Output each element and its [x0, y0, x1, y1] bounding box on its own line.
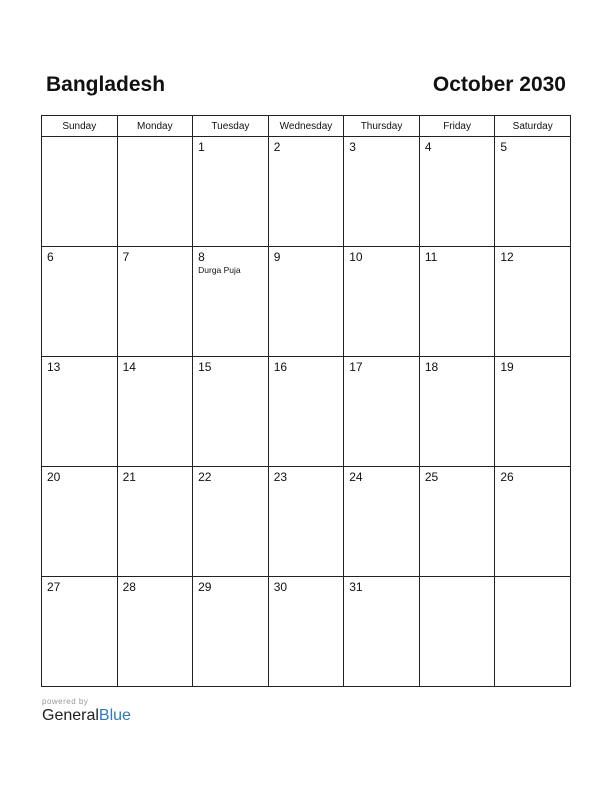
day-number: 29 [198, 580, 212, 594]
weekday-sunday: Sunday [42, 116, 118, 137]
day-cell [495, 137, 571, 247]
day-number: 13 [47, 360, 61, 374]
footer [42, 697, 131, 725]
day-cell [42, 577, 118, 687]
day-number: 27 [47, 580, 61, 594]
holiday-label: Durga Puja [198, 265, 241, 275]
day-cell [268, 137, 344, 247]
day-cell [344, 137, 420, 247]
day-cell [42, 137, 118, 247]
week-row [42, 247, 571, 357]
day-number: 10 [349, 250, 363, 264]
week-row [42, 577, 571, 687]
day-number: 30 [273, 580, 288, 594]
day-number: 26 [500, 470, 514, 484]
day-cell [344, 357, 420, 467]
day-number: 4 [424, 140, 432, 154]
day-number [495, 577, 570, 581]
day-number: 7 [122, 250, 130, 264]
day-number: 25 [424, 470, 439, 484]
weekday-row [42, 116, 571, 137]
weekday-saturday: Saturday [495, 116, 571, 137]
calendar-grid [41, 115, 571, 687]
powered-by-text: powered by [42, 697, 89, 706]
brand-logo[interactable] [42, 707, 131, 725]
weekday-tuesday: Tuesday [193, 116, 269, 137]
day-number: 16 [273, 360, 288, 374]
day-cell [344, 467, 420, 577]
day-cell [344, 247, 420, 357]
day-cell [117, 467, 193, 577]
day-number [118, 137, 193, 141]
day-cell [42, 467, 118, 577]
country-title: Bangladesh [46, 73, 166, 96]
day-number: 22 [198, 470, 212, 484]
day-number: 1 [198, 140, 205, 154]
day-number: 28 [122, 580, 136, 594]
day-cell [193, 247, 269, 357]
weekday-monday: Monday [117, 116, 193, 137]
day-cell [268, 467, 344, 577]
day-number [420, 577, 495, 581]
week-row [42, 467, 571, 577]
day-cell [117, 247, 193, 357]
day-cell [193, 577, 269, 687]
day-cell [495, 577, 571, 687]
day-cell [419, 467, 495, 577]
month-title: October 2030 [432, 73, 566, 96]
brand-blue-text: Blue [98, 707, 131, 724]
week-row [42, 137, 571, 247]
day-number: 12 [500, 250, 514, 264]
day-number: 31 [349, 580, 363, 594]
day-number: 2 [273, 140, 281, 154]
day-cell [42, 247, 118, 357]
calendar-header [40, 70, 572, 100]
day-cell [193, 137, 269, 247]
day-cell [344, 577, 420, 687]
day-cell [42, 357, 118, 467]
day-number: 14 [122, 360, 136, 374]
day-cell [419, 357, 495, 467]
day-number [42, 137, 117, 141]
day-cell [419, 137, 495, 247]
day-number: 20 [47, 470, 61, 484]
week-row [42, 357, 571, 467]
day-number: 6 [47, 250, 54, 264]
day-number: 24 [349, 470, 363, 484]
day-number: 23 [273, 470, 288, 484]
day-cell [193, 357, 269, 467]
day-number: 3 [349, 140, 356, 154]
day-cell [495, 357, 571, 467]
weekday-friday: Friday [419, 116, 495, 137]
day-cell [495, 467, 571, 577]
day-number: 11 [424, 250, 438, 264]
weekday-wednesday: Wednesday [268, 116, 344, 137]
day-cell [419, 577, 495, 687]
day-cell [117, 137, 193, 247]
day-number: 18 [424, 360, 439, 374]
day-number: 21 [122, 470, 136, 484]
day-cell [117, 357, 193, 467]
day-cell [268, 247, 344, 357]
day-cell [117, 577, 193, 687]
day-number: 17 [349, 360, 363, 374]
brand-general-text: General [42, 707, 99, 724]
day-number: 15 [198, 360, 212, 374]
day-cell [419, 247, 495, 357]
day-number: 5 [500, 140, 508, 154]
day-number: 8 [198, 250, 205, 264]
day-number: 9 [273, 250, 281, 264]
day-cell [193, 467, 269, 577]
day-cell [268, 577, 344, 687]
day-number: 19 [500, 360, 514, 374]
day-cell [268, 357, 344, 467]
weekday-thursday: Thursday [344, 116, 420, 137]
day-cell [495, 247, 571, 357]
